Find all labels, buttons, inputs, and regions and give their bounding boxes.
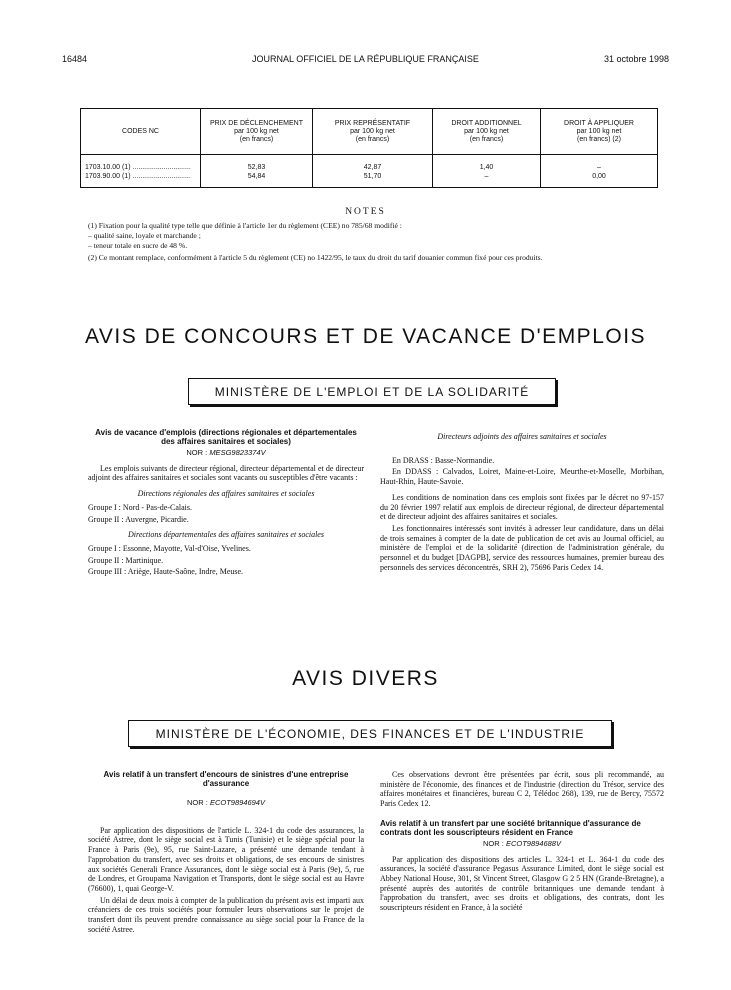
paragraph: Les fonctionnaires intéressés sont invités à adresser leur candidature, dans un délai de trois semaines à compter de la date de publication de cet avis au Journal officiel, au ministère de l'emploi et de la solidarité (direction de l'administration générale, du personnel et du budget [DAGPB], service des ressources humaines, premier bureau des personnels des services déconcentrés, SRH 2), 75696 Paris Cedex 14. bbox=[380, 523, 664, 572]
list-item: Groupe III : Ariège, Haute-Saône, Indre, Meuse. bbox=[88, 567, 244, 577]
note-2: (2) Ce montant remplace, conformément à l'article 5 du règlement (CE) no 1422/95, le taux du droit du tarif douanier commun fixé pour ces produits. bbox=[88, 253, 543, 262]
section-title-avis-divers: AVIS DIVERS bbox=[292, 667, 439, 690]
paragraph: En DRASS : Basse-Normandie. bbox=[392, 455, 495, 465]
table-cell: – bbox=[541, 155, 658, 173]
column-header: PRIX REPRÉSENTATIF par 100 kg net (en francs) bbox=[313, 109, 433, 155]
column-header: DROIT À APPLIQUER par 100 kg net (en francs) (2) bbox=[541, 109, 658, 155]
nor-label: NOR : bbox=[186, 448, 208, 457]
nor-label: NOR : bbox=[483, 838, 504, 848]
subheading: Directeurs adjoints des affaires sanitaires et sociales bbox=[437, 432, 607, 441]
paragraph: Les conditions de nomination dans ces emplois sont fixées par le décret no 97-157 du 20 février 1997 relatif aux emplois de directeur régional, de directeur départemental et de directeur adjoint des affaires sanitaires et sociales. bbox=[380, 492, 664, 522]
table-cell: 1703.90.00 (1) .............................. bbox=[81, 172, 201, 188]
table-row bbox=[81, 155, 658, 173]
ministry-box-emploi: MINISTÈRE DE L'EMPLOI ET DE LA SOLIDARITÉ bbox=[188, 378, 556, 405]
journal-title: JOURNAL OFFICIEL DE LA RÉPUBLIQUE FRANÇAISE bbox=[252, 54, 479, 64]
column-header: CODES NC bbox=[81, 109, 201, 155]
column-right-divers bbox=[380, 770, 664, 915]
nor-reference bbox=[88, 448, 364, 458]
nor-label: NOR : bbox=[187, 798, 208, 807]
tariff-table bbox=[80, 108, 658, 188]
table-cell: 0,00 bbox=[541, 172, 658, 188]
column-header: DROIT ADDITIONNEL par 100 kg net (en francs) bbox=[433, 109, 541, 155]
subheading: Directions régionales des affaires sanitaires et sociales bbox=[137, 489, 315, 499]
table-cell: 1,40 bbox=[433, 155, 541, 173]
table-cell: – bbox=[433, 172, 541, 188]
issue-date: 31 octobre 1998 bbox=[603, 54, 669, 64]
section-title-concours: AVIS DE CONCOURS ET DE VACANCE D'EMPLOIS bbox=[84, 325, 647, 348]
column-right-concours bbox=[380, 432, 664, 574]
paragraph: Par application des dispositions de l'article L. 324-1 du code des assurances, la société Astree, dont le siège social est à Tunis (Tunisie) et le siège spécial pour la France à Paris (9e), 95, rue Saint-Lazare, a présenté une demande tendant à l'approbation du transfert, avec ses droits et obligations, de ses encours de sinistres aux sociétés Generali France Assurances, dont le siège social est à Paris (9e), 5, rue de Londres, et Groupama Navigation et Transports, dont le siège social est au Havre (76600), 1, quai George-V. bbox=[88, 825, 364, 893]
table-header-row bbox=[81, 109, 658, 155]
table-cell: 42,87 bbox=[313, 155, 433, 173]
table-cell: 54,84 bbox=[201, 172, 313, 188]
nor-code: MESG9823374V bbox=[209, 448, 266, 457]
column-left-concours bbox=[88, 428, 364, 579]
paragraph: En DDASS : Calvados, Loiret, Maine-et-Loire, Meurthe-et-Moselle, Morbihan, Haut-Rhin, Haute-Savoie. bbox=[380, 467, 664, 487]
paragraph: Par application des dispositions des articles L. 324-1 et L. 364-1 du code des assurances, la société d'assurance Pegasus Assurance Limited, dont le siège social est Abbey National House, 301, St Vincent Street, Glasgow G 2 5 HN (Grande-Bretagne), a présenté auprès des autorités de contrôle britanniques une demande tendant à l'approbation du transfert, avec ses droits et obligations, des contrats, dont les souscripteurs résident en France, à la société bbox=[380, 854, 664, 913]
list-item: Groupe I : Essonne, Mayotte, Val-d'Oise, Yvelines. bbox=[88, 543, 251, 553]
nor-reference bbox=[380, 839, 664, 849]
column-header: PRIX DE DÉCLENCHEMENT par 100 kg net (en francs) bbox=[201, 109, 313, 155]
nor-code: ECOT9894688V bbox=[505, 838, 561, 848]
paragraph: Un délai de deux mois à compter de la publication du présent avis est imparti aux créanciers de ces trois sociétés pour formuler leurs observations sur le projet de transfert dont ils peuvent prendre connaissance au siège social pour la France de la société Astree. bbox=[88, 895, 364, 934]
nor-code: ECOT9894694V bbox=[209, 798, 265, 807]
nor-reference bbox=[88, 798, 364, 808]
table-cell: 51,70 bbox=[313, 172, 433, 188]
notice-heading: Avis de vacance d'emplois (directions régionales et départementales des affaires sanitaires et sociales) bbox=[95, 428, 357, 446]
table-row bbox=[81, 172, 658, 188]
notes-title: NOTES bbox=[345, 207, 386, 217]
table-cell: 52,83 bbox=[201, 155, 313, 173]
note-1: (1) Fixation pour la qualité type telle que définie à l'article 1er du règlement (CEE) no 785/68 modifié : bbox=[88, 221, 402, 230]
page-header bbox=[62, 54, 669, 68]
page-number: 16484 bbox=[62, 54, 88, 64]
list-item: Groupe I : Nord - Pas-de-Calais. bbox=[88, 502, 192, 512]
paragraph: Ces observations devront être présentées par écrit, sous pli recommandé, au ministère de l'économie, des finances et de l'industrie (direction du Trésor, service des affaires monétaires et financières, bureau C 2, Télédoc 268), 139, rue de Bercy, 75572 Paris Cedex 12. bbox=[380, 770, 664, 809]
notice-heading: Avis relatif à un transfert par une société britannique d'assurance de contrats dont les souscripteurs résident en France bbox=[380, 818, 641, 837]
note-1a: – qualité saine, loyale et marchande ; bbox=[88, 231, 201, 240]
list-item: Groupe II : Martinique. bbox=[88, 555, 164, 565]
paragraph: Les emplois suivants de directeur régional, directeur départemental et de directeur adjoint des affaires sanitaires et sociales sont vacants ou susceptibles d'être vacants : bbox=[88, 463, 364, 483]
list-item: Groupe II : Auvergne, Picardie. bbox=[88, 514, 189, 524]
column-left-divers bbox=[88, 770, 364, 936]
notice-heading: Avis relatif à un transfert d'encours de sinistres d'une entreprise d'assurance bbox=[103, 770, 349, 788]
subheading: Directions départementales des affaires sanitaires et sociales bbox=[128, 530, 324, 540]
table-cell: 1703.10.00 (1) .............................. bbox=[81, 155, 201, 173]
ministry-box-economie: MINISTÈRE DE L'ÉCONOMIE, DES FINANCES ET DE L'INDUSTRIE bbox=[128, 720, 612, 747]
note-1b: – teneur totale en sucre de 48 %. bbox=[88, 241, 188, 250]
